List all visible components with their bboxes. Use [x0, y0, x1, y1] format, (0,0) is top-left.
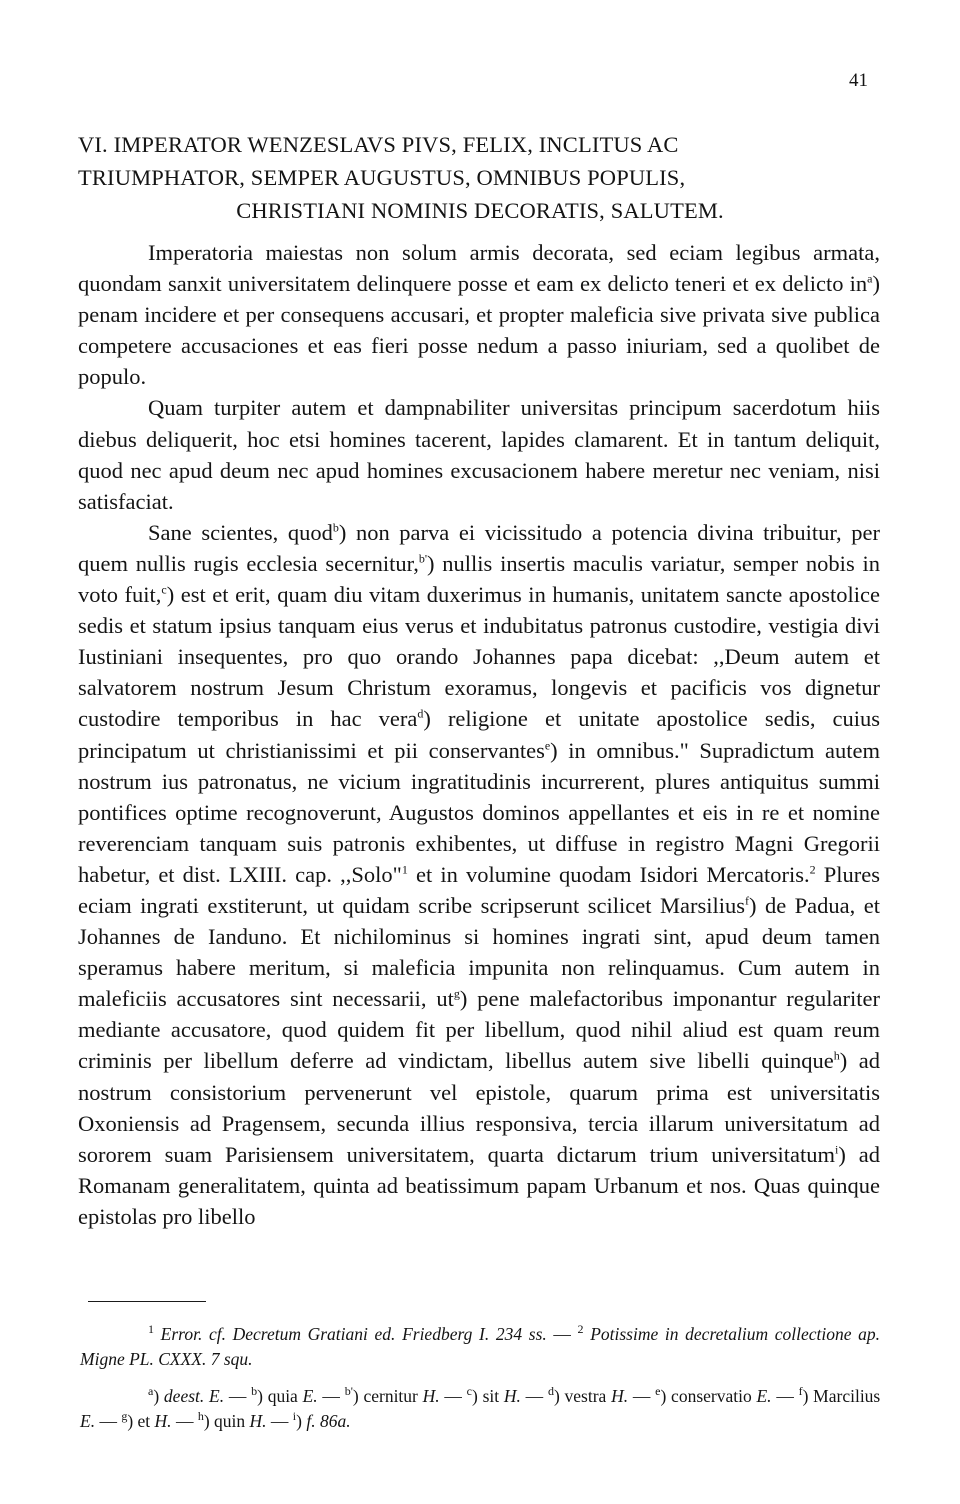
critical-note-lemma: et: [137, 1411, 151, 1431]
footnotes: [80, 1322, 880, 1434]
section-heading: [78, 128, 882, 227]
footnote-marker: c: [161, 582, 167, 597]
footnote-1-text: Error. cf. Decretum Gratiani ed. Friedberg I. 234 ss.: [160, 1324, 547, 1344]
text-run: Sane scientes, quod: [148, 519, 333, 545]
critical-note-siglum: H.: [154, 1411, 172, 1431]
critical-apparatus: $^a$) deest. E. — $^b$) quia E. — $^{b'}$) cernitur H. — $^c$) sit H. — $^d$) vestra H. — $^e$) conservatio E. — $^f$) Marcilius E. — $^g$) et H. — $^h$) quin H. — $^i$) f. 86a.: [80, 1384, 881, 1431]
critical-note-marker: f: [798, 1384, 803, 1399]
heading-line-1: VI. IMPERATOR WENZESLAVS PIVS, FELIX, INCLITUS AC: [78, 132, 679, 157]
text-run: ) in omnibus." Supradictum autem nostrum ius patronatus, ne vicium ingratitudinis incurrerent, plures antiquitus summi pontifices optime recognoverunt, Augustos dominos appellantes et eis in re et nomine reverenciam tanquam suis patronis exhibentes, ut diffuse in registro Magni Gregorii habetur, et dist. LXIII. cap. ,,Solo": [78, 737, 880, 887]
footnote-marker: d: [417, 706, 424, 721]
footnote-separator: [88, 1301, 206, 1302]
critical-note-marker: i: [292, 1409, 297, 1424]
critical-note: $^f$) Marcilius E.: [80, 1384, 881, 1431]
critical-note-siglum: E.: [80, 1411, 96, 1431]
critical-note-lemma: conservatio: [671, 1386, 752, 1406]
heading-line-2: TRIUMPHATOR, SEMPER AUGUSTUS, OMNIBUS POPULIS,: [78, 165, 686, 190]
text-run: ) pene malefactoribus imponantur regulariter mediante accusatore, quod quidem fit per libellum, quod nihil aliud est quam reum criminis per libellum deferre ad vindictam, libellus autem sive libelli quinque: [78, 986, 880, 1074]
critical-note-siglum: E.: [756, 1386, 772, 1406]
critical-note-siglum: H.: [611, 1386, 629, 1406]
paragraph-1: [78, 237, 880, 392]
critical-note-siglum: E.: [302, 1386, 318, 1406]
critical-note-lemma: vestra: [564, 1386, 607, 1406]
main-text: [78, 237, 880, 1232]
text-run: et in volumine quodam Isidori Mercatoris.: [407, 861, 810, 887]
heading-line-3: CHRISTIANI NOMINIS DECORATIS, SALUTEM.: [236, 198, 724, 223]
critical-note: $^{b'}$) cernitur H.: [344, 1384, 440, 1406]
critical-note-marker: b: [251, 1384, 258, 1399]
text-run: ) non parva ei vicissitudo a potencia divina tribuitur, per quem nullis rugis ecclesia secernitur,: [78, 519, 880, 576]
critical-note-siglum: H.: [249, 1411, 267, 1431]
critical-note-siglum: H.: [503, 1386, 521, 1406]
footnote-marker: g: [453, 986, 460, 1001]
text-run: ) penam incidere et per consequens accusari, et propter maleficia sive privata sive publica competere accusaciones et eas fieri posse nedum a passo iniuriam, sed a quolibet de populo.: [78, 271, 880, 390]
footnote-marker: b: [332, 520, 339, 535]
text-run: ) ad nostrum consistorium pervenerunt vel epistole, quarum prima est universitatis Oxoniensis ad Pragensem, secunda illius responsiva, tercia illarum universitatum ad sororem suam Parisiensem universitatem, quarta dictarum trium universitatum: [78, 1048, 881, 1167]
footnote-marker: a: [867, 271, 873, 286]
critical-note-siglum: H.: [422, 1386, 440, 1406]
text-run: ) de Padua, et Johannes de Ianduno. Et nichilominus si homines ingrati sint, apud deum tamen speramus habere meritum, si maleficia impunita non relinquamus. Cum autem in maleficiis accusatores sint necessarii, ut: [78, 892, 880, 1012]
footnote-marker: b': [418, 551, 427, 566]
critical-note: $^i$) f. 86a.: [292, 1409, 351, 1431]
page-number: 41: [849, 70, 868, 91]
paragraph-3: [78, 517, 880, 1232]
footnote-marker: e: [544, 738, 551, 752]
critical-note: $^g$) et H.: [121, 1409, 172, 1431]
critical-note-marker: g: [121, 1409, 128, 1424]
critical-note: $^d$) vestra H.: [547, 1384, 629, 1406]
text-run: ) religione et unitate apostolice sedis, cuius principatum ut christianissimi et pii conservantes: [78, 706, 881, 763]
text-run: Imperatoria maiestas non solum armis decorata, sed eciam legibus armata, quondam sanxit universitatem delinquere posse et eam ex delicto teneri et ex delicto in: [78, 240, 880, 297]
critical-note-lemma: cernitur: [363, 1386, 418, 1406]
critical-note-marker: c: [466, 1384, 472, 1399]
footnote-marker: i: [835, 1142, 839, 1157]
critical-note: $^h$) quin H.: [197, 1409, 267, 1431]
critical-note-siglum: deest. E.: [163, 1386, 225, 1406]
text-run: ) ad Romanam generalitatem, quinta ad beatissimum papam Urbanum et nos. Quas quinque epistolas pro libello: [78, 1141, 880, 1229]
critical-note-marker: h: [197, 1409, 204, 1424]
critical-note: $^e$) conservatio E.: [655, 1384, 772, 1406]
text-run: ) nullis insertis maculis variatur, semper nobis in voto fuit,: [78, 550, 880, 608]
footnote-number: 2: [577, 1322, 584, 1337]
paragraph-2: Quam turpiter autem et dampnabiliter universitas principum sacerdotum hiis diebus deliquerit, hoc etsi homines tacerent, lapides clamarent. Et in tantum deliquit, quod nec apud deum nec apud homines excusacionem habere meretur nec veniam, nisi satisfaciat.: [78, 395, 880, 514]
critical-note-lemma: quin: [214, 1411, 246, 1431]
footnote-marker: 2: [809, 862, 816, 877]
footnote-2-text: Potissime in decretalium collectione ap. Migne PL. CXXX. 7 squ.: [80, 1324, 881, 1369]
footnote-marker: 1: [401, 862, 408, 877]
text-run: Plures eciam ingrati exstiterunt, ut quidam scribe scripserunt scilicet Marsilius: [78, 861, 880, 918]
source-footnotes: [80, 1322, 880, 1372]
critical-note: $^c$) sit H.: [466, 1384, 521, 1406]
critical-note: $^a$) deest. E.: [148, 1384, 225, 1406]
footnote-marker: f: [744, 893, 749, 908]
critical-note-marker: a: [148, 1384, 154, 1399]
critical-note-lemma: quia: [267, 1386, 298, 1406]
critical-note-marker: e: [655, 1384, 661, 1399]
footnote-dash: —: [546, 1324, 578, 1344]
footnote-number: 1: [148, 1322, 154, 1337]
critical-note-marker: b': [344, 1384, 353, 1399]
footnote-marker: h: [833, 1048, 840, 1063]
critical-note-lemma: sit: [482, 1386, 500, 1406]
critical-note-marker: d: [547, 1384, 554, 1399]
text-run: ) est et erit, quam diu vitam duxerimus in humanis, unitatem sancte apostolice sedis et statum ipsius tanquam eius verus et indubitatus patronus custodire, vestigia divi Iustiniani insequentes, pro quo orando Johannes papa dicebat: ,,Deum autem et salvatorem nostrum Jesum Christum exoramus, longevis et pacificis vos dignetur custodire temporibus in hac vera: [78, 582, 880, 732]
critical-note-siglum: f. 86a.: [306, 1411, 351, 1431]
critical-note-lemma: Marcilius: [813, 1386, 881, 1406]
critical-note: $^b$) quia E.: [251, 1384, 318, 1406]
